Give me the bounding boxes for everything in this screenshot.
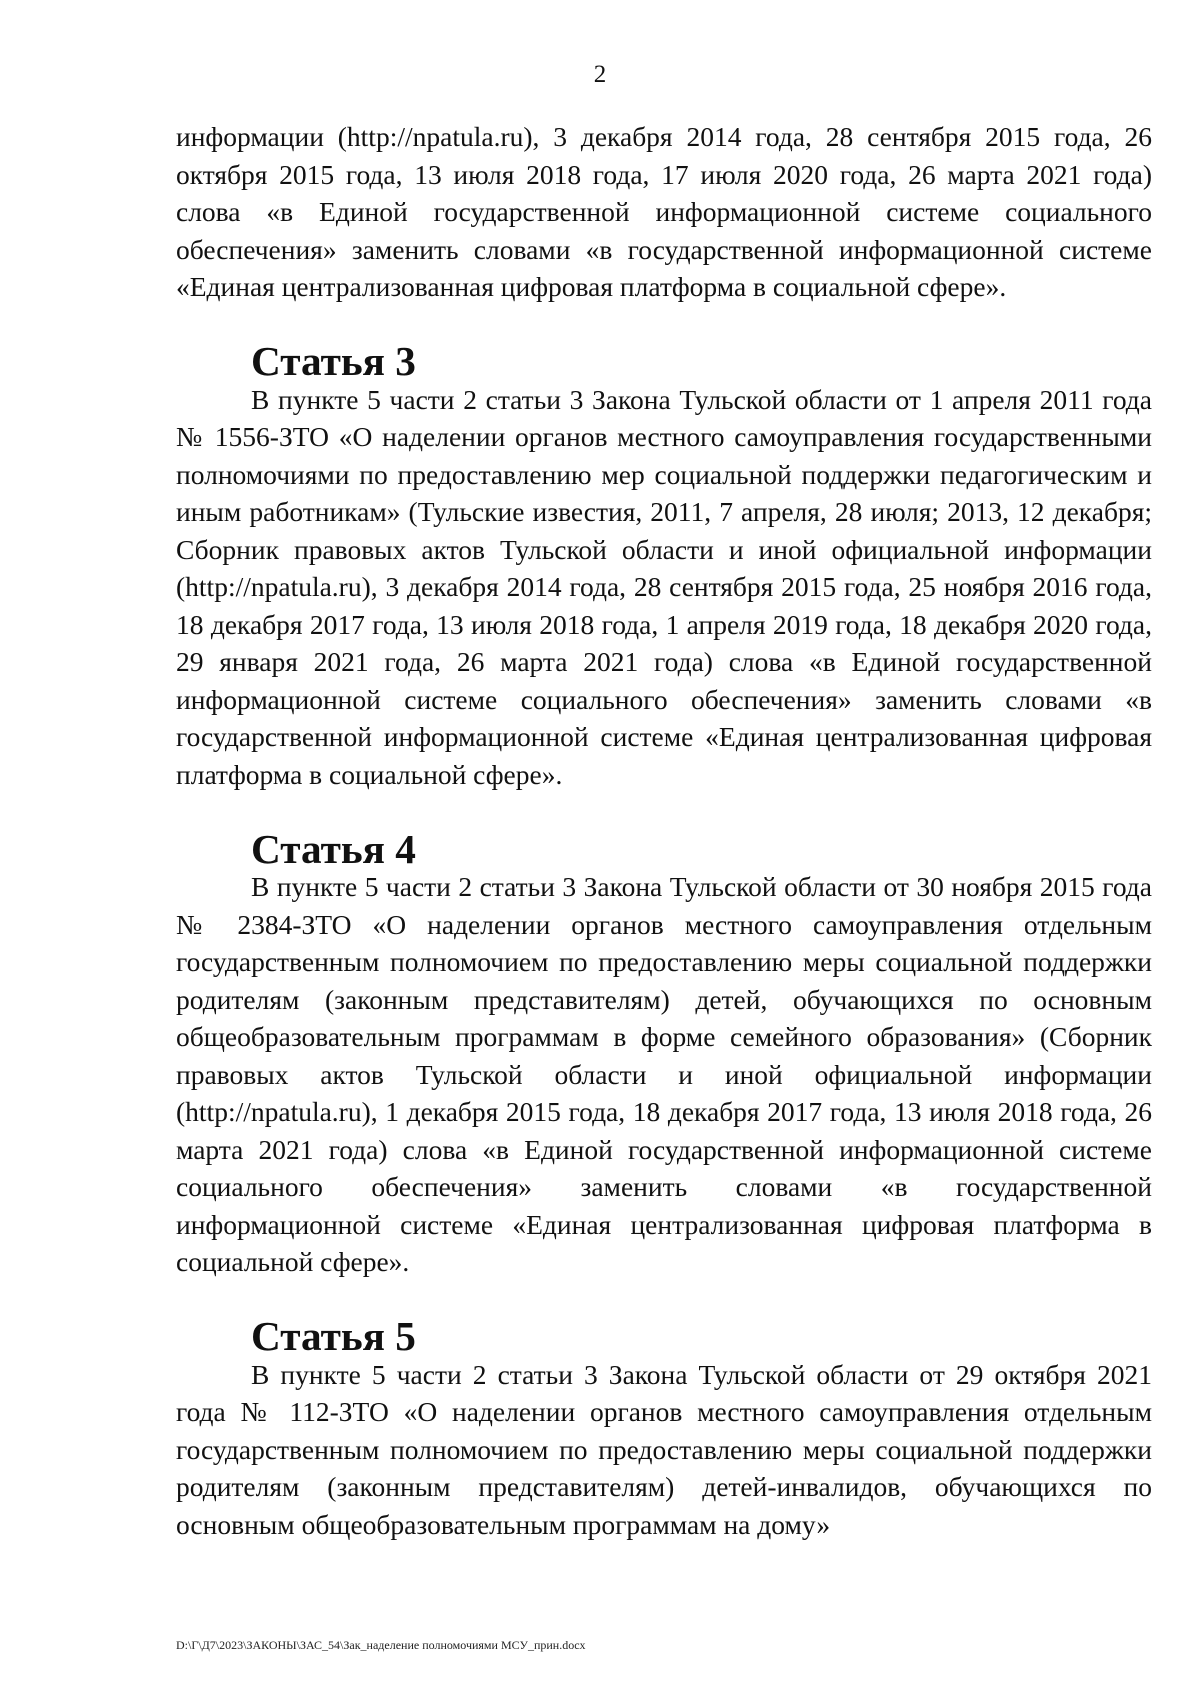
article-text: В пункте 5 части 2 статьи 3 Закона Тульской области от 1 апреля 2011 года № 1556-ЗТО «О наделении органов местного самоуправления государственными полномочиями по предоставлению мер социальной поддержки педагогическим и иным работникам» (Тульские известия, 2011, 7 апреля, 28 июля; 2013, 12 декабря; Сборник правовых актов Тульской области и иной официальной информации (http://npatula.ru), 3 декабря 2014 года, 28 сентября 2015 года, 25 ноября 2016 года, 18 декабря 2017 года, 13 июля 2018 года, 1 апреля 2019 года, 18 декабря 2020 года, 29 января 2021 года, 26 марта 2021 года) слова «в Единой государственной информационной системе социального обеспечения» заменить словами «в государственной информационной системе «Единая централизованная цифровая платформа в социальной сфере». [176,383,1152,790]
page-number: 2 [593,61,607,88]
spacer [176,793,1152,831]
file-path-footer: D:\Г\Д7\2023\ЗАКОНЫ\ЗАС_54\Зак_наделение полномочиями МСУ_прин.docx [176,1638,586,1652]
document-body [176,118,1152,1543]
article-title: Статья 3 [251,338,416,384]
article-4 [176,825,1152,1281]
intro-paragraph: информации (http://npatula.ru), 3 декабря 2014 года, 28 сентября 2015 года, 26 октября 2015 года, 13 июля 2018 года, 17 июля 2020 года, 26 марта 2021 года) слова «в Единой государственной информационной системе социального обеспечения» заменить словами «в государственной информационной системе «Единая централизованная цифровая платформа в социальной сфере». [176,121,1152,302]
article-title: Статья 4 [251,825,416,872]
article-3 [176,338,1152,793]
article-text: В пункте 5 части 2 статьи 3 Закона Тульской области от 30 ноября 2015 года № 2384-ЗТО «О наделении органов местного самоуправления отдельным государственным полномочием по предоставлению меры социальной поддержки родителям (законным представителям) детей, обучающихся по основным общеобразовательным программам в форме семейного образования» (Сборник правовых актов Тульской области и иной официальной информации (http://npatula.ru), 1 декабря 2015 года, 18 декабря 2017 года, 13 июля 2018 года, 26 марта 2021 года) слова «в Единой государственной информационной системе социального обеспечения» заменить словами «в государственной информационной системе «Единая централизованная цифровая платформа в социальной сфере». [176,871,1152,1277]
article-5 [176,1313,1152,1543]
article-title: Статья 5 [251,1313,416,1359]
article-text: В пункте 5 части 2 статьи 3 Закона Тульской области от 29 октября 2021 года № 112-ЗТО «О наделении органов местного самоуправления отдельным государственным полномочием по предоставлению меры социальной поддержки родителям (законным представителям) детей-инвалидов, обучающихся по основным общеобразовательным программам на дому» [176,1358,1152,1540]
